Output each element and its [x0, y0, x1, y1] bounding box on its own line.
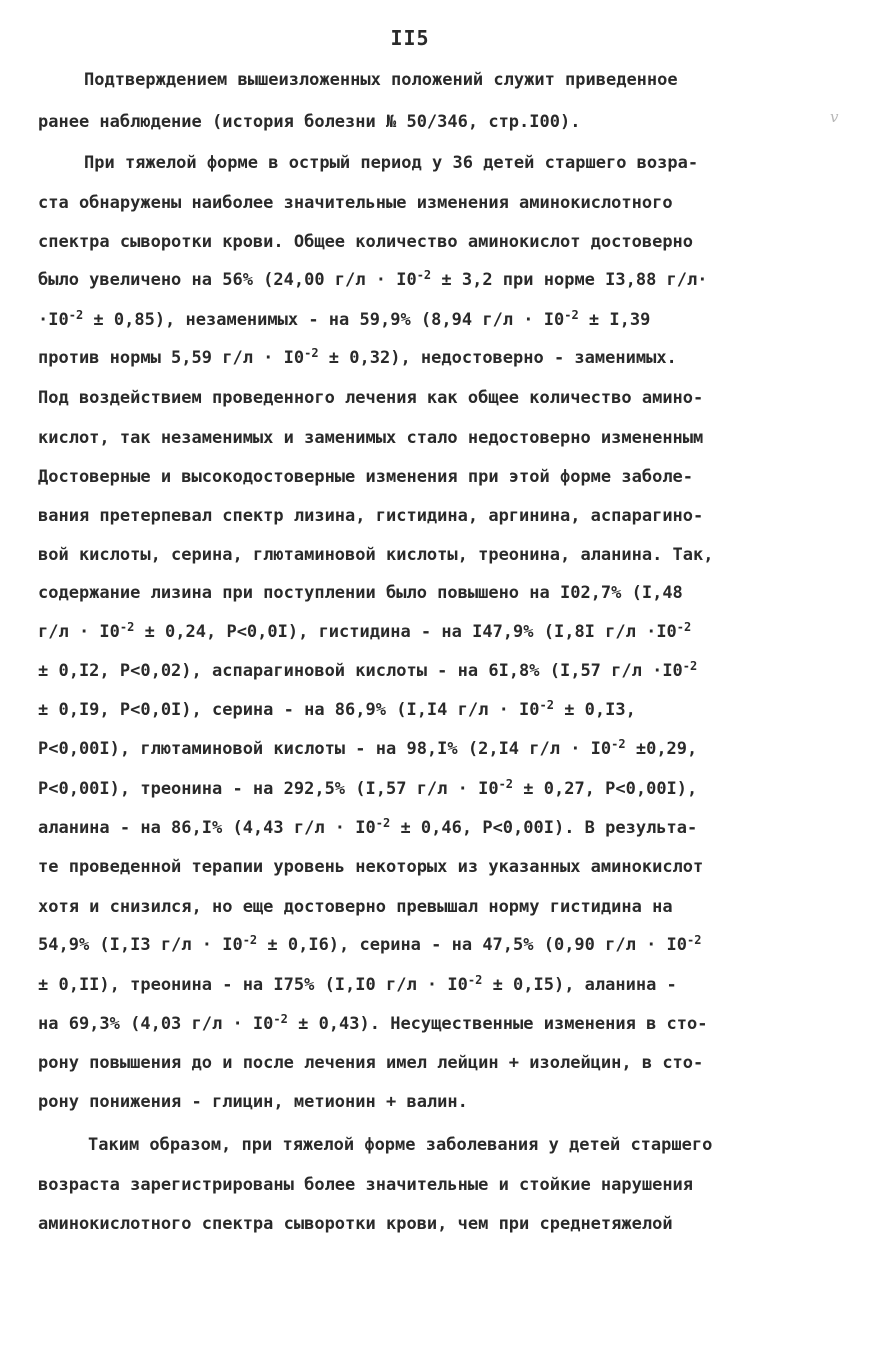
- text-line: [38, 897, 673, 921]
- exponent: -2: [416, 268, 432, 282]
- pencil-tick-mark: v: [830, 108, 839, 126]
- text-segment: аланина - на 86,I% (4,43 г/л · I0: [38, 818, 376, 838]
- text-segment: рону повышения до и после лечения имел лейцин + изолейцин, в сто-: [38, 1053, 704, 1073]
- text-line: [38, 975, 677, 999]
- text-segment: P<0,00I), глютаминовой кислоты - на 98,I% (2,I4 г/л · I0: [38, 739, 612, 759]
- text-segment: Достоверные и высокодостоверные изменения при этой форме заболе-: [38, 467, 694, 487]
- text-line: [38, 779, 697, 803]
- text-line: [38, 739, 697, 763]
- text-segment: ± 0,43). Несущественные изменения в сто-: [287, 1014, 708, 1034]
- exponent: -2: [564, 308, 579, 322]
- text-segment: P<0,00I), треонина - на 292,5% (I,57 г/л · I0: [38, 779, 499, 799]
- text-segment: ± 3,2 при норме I3,88 г/л·: [431, 270, 708, 290]
- text-line: [38, 1053, 703, 1077]
- text-segment: аминокислотного спектра сыворотки крови, чем при среднетяжелой: [38, 1214, 673, 1234]
- text-segment: ± 0,85), незаменимых - на 59,9% (8,94 г/л · I0: [83, 310, 565, 330]
- text-segment: возраста зарегистрированы более значительные и стойкие нарушения: [38, 1175, 694, 1195]
- text-line: [38, 310, 650, 334]
- text-segment: ± 0,24, P<0,0I), гистидина - на I47,9% (I,8I г/л ·I0: [134, 622, 677, 642]
- exponent: -2: [119, 620, 135, 634]
- text-segment: ± 0,32), недостоверно - заменимых.: [318, 348, 677, 368]
- text-line: [38, 506, 703, 530]
- text-line: [38, 112, 580, 136]
- text-segment: ±0,29,: [625, 739, 698, 759]
- exponent: -2: [273, 1012, 288, 1026]
- text-line: [38, 1175, 693, 1199]
- text-segment: ± 0,I2, P<0,02), аспарагиновой кислоты - на 6I,8% (I,57 г/л ·I0: [38, 661, 683, 681]
- exponent: -2: [498, 777, 514, 791]
- text-segment: ранее наблюдение (история болезни № 50/346, стр.I00).: [38, 112, 581, 132]
- exponent: -2: [242, 933, 258, 947]
- page-number: II5: [390, 26, 430, 50]
- text-line: [38, 428, 703, 452]
- exponent: -2: [682, 659, 698, 673]
- exponent: -2: [375, 816, 391, 830]
- text-line: [38, 467, 693, 491]
- text-segment: ± 0,46, P<0,00I). В результа-: [390, 818, 698, 838]
- text-segment: ± 0,27, P<0,00I),: [513, 779, 698, 799]
- text-line: [38, 857, 703, 881]
- text-line: [38, 545, 714, 569]
- text-line: [38, 583, 683, 607]
- text-segment: содержание лизина при поступлении было повышено на I02,7% (I,48: [38, 583, 683, 603]
- text-line: [38, 622, 691, 646]
- text-segment: вой кислоты, серина, глютаминовой кислоты, треонина, аланина. Так,: [38, 545, 714, 565]
- text-line: [38, 348, 677, 372]
- text-segment: хотя и снизился, но еще достоверно превышал норму гистидина на: [38, 897, 673, 917]
- text-segment: ± 0,I9, P<0,0I), серина - на 86,9% (I,I4 г/л · I0: [38, 700, 540, 720]
- text-segment: против нормы 5,59 г/л · I0: [38, 348, 305, 368]
- exponent: -2: [611, 737, 626, 751]
- text-line: [38, 700, 636, 724]
- text-segment: кислот, так незаменимых и заменимых стало недостоверно измененным: [38, 428, 704, 448]
- exponent: -2: [68, 308, 84, 322]
- exponent: -2: [687, 933, 702, 947]
- text-line: [38, 388, 703, 412]
- text-segment: Подтверждением вышеизложенных положений служит приведенное: [84, 70, 678, 90]
- text-segment: было увеличено на 56% (24,00 г/л · I0: [38, 270, 417, 290]
- text-segment: Таким образом, при тяжелой форме заболевания у детей старшего: [88, 1135, 713, 1155]
- text-segment: ± 0,I5), аланина -: [482, 975, 677, 995]
- exponent: -2: [539, 698, 554, 712]
- text-line: [38, 193, 673, 217]
- text-line: [38, 1214, 673, 1238]
- text-line: [38, 661, 697, 685]
- text-segment: спектра сыворотки крови. Общее количество аминокислот достоверно: [38, 232, 694, 252]
- text-segment: ± 0,I6), серина - на 47,5% (0,90 г/л · I0: [257, 935, 688, 955]
- text-segment: те проведенной терапии уровень некоторых из указанных аминокислот: [38, 857, 704, 877]
- text-segment: ± 0,II), треонина - на I75% (I,I0 г/л · I0: [38, 975, 468, 995]
- text-segment: ± I,39: [578, 310, 651, 330]
- text-line: [84, 70, 678, 94]
- text-line: [38, 818, 697, 842]
- text-line: [38, 1014, 708, 1038]
- exponent: -2: [467, 973, 483, 987]
- exponent: -2: [676, 620, 692, 634]
- text-line: [38, 232, 693, 256]
- text-segment: 54,9% (I,I3 г/л · I0: [38, 935, 243, 955]
- text-segment: г/л · I0: [38, 622, 120, 642]
- exponent: -2: [304, 346, 319, 360]
- text-segment: рону понижения - глицин, метионин + валин.: [38, 1092, 468, 1112]
- text-segment: на 69,3% (4,03 г/л · I0: [38, 1014, 274, 1034]
- text-line: [84, 153, 698, 177]
- text-segment: При тяжелой форме в острый период у 36 детей старшего возра-: [84, 153, 699, 173]
- text-segment: вания претерпевал спектр лизина, гистидина, аргинина, аспарагино-: [38, 506, 704, 526]
- text-segment: ± 0,I3,: [553, 700, 636, 720]
- text-line: [38, 270, 708, 294]
- text-line: [88, 1135, 712, 1159]
- text-segment: ста обнаружены наиболее значительные изменения аминокислотного: [38, 193, 673, 213]
- text-line: [38, 935, 701, 959]
- text-segment: ·I0: [38, 310, 69, 330]
- text-line: [38, 1092, 468, 1116]
- text-segment: Под воздействием проведенного лечения как общее количество амино-: [38, 388, 704, 408]
